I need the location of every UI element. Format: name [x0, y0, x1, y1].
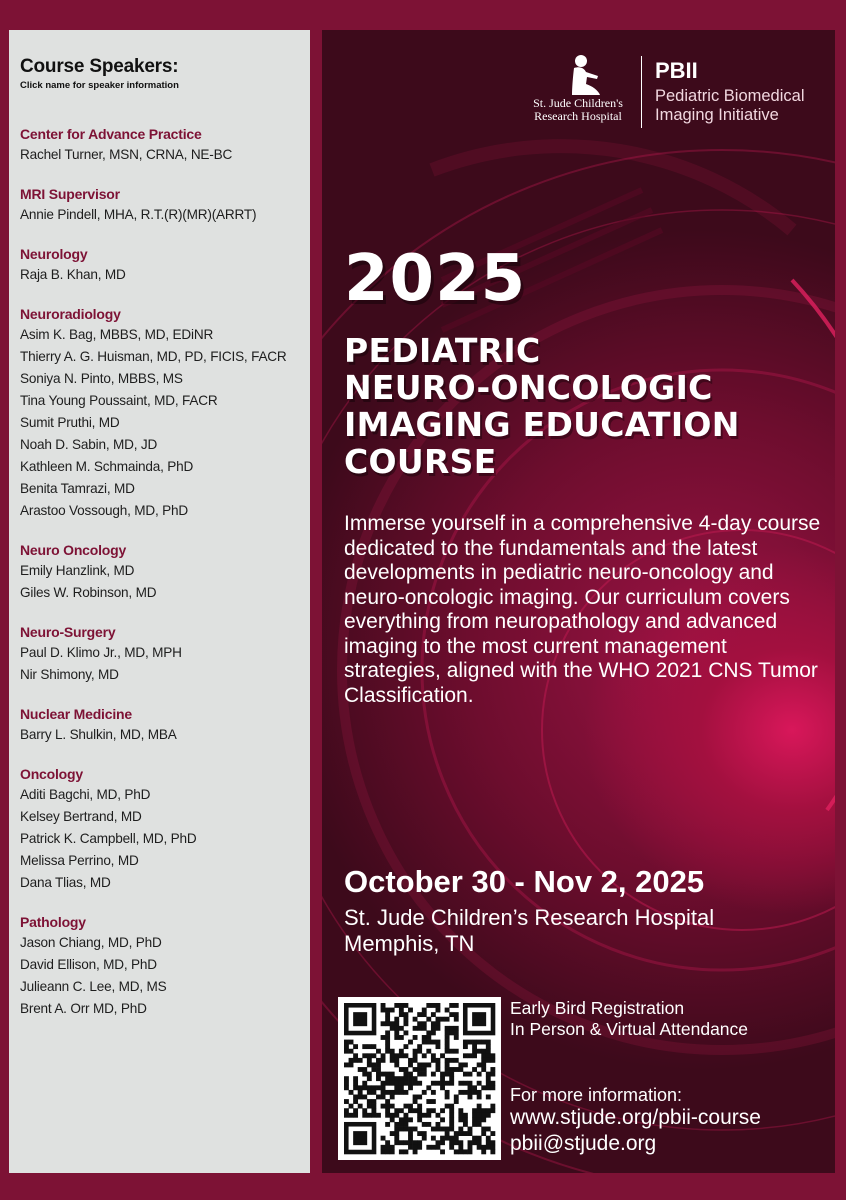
- course-url-link[interactable]: www.stjude.org/pbii-course: [510, 1106, 761, 1129]
- speaker-link[interactable]: Nir Shimony, MD: [20, 667, 119, 682]
- venue-name: St. Jude Children’s Research Hospital: [344, 905, 715, 930]
- speakers-heading: Course Speakers:: [20, 56, 179, 77]
- department-block: [20, 541, 300, 604]
- contact-email-link[interactable]: pbii@stjude.org: [510, 1132, 657, 1155]
- logo-block: [526, 54, 826, 134]
- department-title: Neuro-Surgery: [20, 624, 116, 640]
- department-title: Nuclear Medicine: [20, 706, 132, 722]
- speaker-link[interactable]: Tina Young Poussaint, MD, FACR: [20, 393, 218, 408]
- speaker-link[interactable]: Barry L. Shulkin, MD, MBA: [20, 727, 177, 742]
- hospital-name: [528, 97, 628, 123]
- speaker-link[interactable]: Jason Chiang, MD, PhD: [20, 935, 162, 950]
- speaker-link[interactable]: Soniya N. Pinto, MBBS, MS: [20, 371, 183, 386]
- speaker-link[interactable]: David Ellison, MD, PhD: [20, 957, 157, 972]
- speaker-link[interactable]: Rachel Turner, MSN, CRNA, NE-BC: [20, 147, 233, 162]
- course-panel: [322, 30, 835, 1173]
- program-name-line2: Imaging Initiative: [655, 106, 779, 124]
- speaker-link[interactable]: Melissa Perrino, MD: [20, 853, 139, 868]
- department-block: [20, 623, 300, 686]
- speaker-link[interactable]: Raja B. Khan, MD: [20, 267, 126, 282]
- course-title-line: IMAGING EDUCATION: [344, 405, 740, 444]
- department-title: Center for Advance Practice: [20, 126, 202, 142]
- registration-info: [510, 998, 748, 1040]
- child-silhouette-icon: [570, 54, 604, 96]
- speaker-link[interactable]: Annie Pindell, MHA, R.T.(R)(MR)(ARRT): [20, 207, 257, 222]
- more-info-label: For more information:: [510, 1085, 683, 1105]
- speaker-link[interactable]: Brent A. Orr MD, PhD: [20, 1001, 147, 1016]
- event-dates: October 30 - Nov 2, 2025: [344, 864, 705, 899]
- speaker-link[interactable]: Kathleen M. Schmainda, PhD: [20, 459, 194, 474]
- department-title: Neurology: [20, 246, 88, 262]
- department-block: [20, 705, 300, 746]
- course-year: 2025: [344, 242, 527, 316]
- registration-line2: In Person & Virtual Attendance: [510, 1019, 749, 1039]
- department-title: MRI Supervisor: [20, 186, 120, 202]
- department-block: [20, 125, 300, 166]
- speaker-link[interactable]: Asim K. Bag, MBBS, MD, EDiNR: [20, 327, 214, 342]
- department-list: [20, 125, 300, 1020]
- event-venue: [344, 905, 714, 957]
- venue-city: Memphis, TN: [344, 931, 475, 956]
- speakers-sidebar: [9, 30, 310, 1173]
- program-name-line1: Pediatric Biomedical: [655, 87, 805, 105]
- department-title: Neuroradiology: [20, 306, 121, 322]
- hospital-name-line1: St. Jude Children's: [533, 96, 623, 110]
- speaker-link[interactable]: Thierry A. G. Huisman, MD, PD, FICIS, FACR: [20, 349, 287, 364]
- department-title: Neuro Oncology: [20, 542, 127, 558]
- course-title: [344, 332, 834, 480]
- speaker-link[interactable]: Sumit Pruthi, MD: [20, 415, 120, 430]
- speaker-link[interactable]: Noah D. Sabin, MD, JD: [20, 437, 158, 452]
- speaker-link[interactable]: Paul D. Klimo Jr., MD, MPH: [20, 645, 182, 660]
- program-name: [655, 87, 804, 125]
- speaker-link[interactable]: Aditi Bagchi, MD, PhD: [20, 787, 151, 802]
- speakers-hint: Click name for speaker information: [20, 80, 179, 91]
- speaker-link[interactable]: Patrick K. Campbell, MD, PhD: [20, 831, 197, 846]
- course-title-line: COURSE: [344, 442, 497, 481]
- department-block: [20, 185, 300, 226]
- department-block: [20, 305, 300, 522]
- speaker-link[interactable]: Dana Tlias, MD: [20, 875, 111, 890]
- program-abbreviation: PBII: [655, 58, 698, 83]
- course-title-line: NEURO-ONCOLOGIC: [344, 368, 713, 407]
- department-title: Oncology: [20, 766, 83, 782]
- speaker-link[interactable]: Giles W. Robinson, MD: [20, 585, 157, 600]
- speaker-link[interactable]: Emily Hanzlink, MD: [20, 563, 135, 578]
- logo-divider: [641, 56, 642, 128]
- department-block: [20, 245, 300, 286]
- hospital-name-line2: Research Hospital: [534, 109, 622, 123]
- speaker-link[interactable]: Julieann C. Lee, MD, MS: [20, 979, 167, 994]
- course-title-line: PEDIATRIC: [344, 331, 541, 370]
- registration-line1: Early Bird Registration: [510, 998, 685, 1018]
- qr-code-icon: [338, 997, 501, 1160]
- speaker-link[interactable]: Benita Tamrazi, MD: [20, 481, 135, 496]
- registration-qr-code[interactable]: [338, 997, 501, 1160]
- speaker-link[interactable]: Arastoo Vossough, MD, PhD: [20, 503, 189, 518]
- course-description: Immerse yourself in a comprehensive 4-day course dedicated to the fundamentals and the latest developments in pediatric neuro-oncology and neuro-oncologic imaging. Our curriculum covers everything from neuropathology and advanced imaging to the most current management strategies, aligned with the WHO 2021 CNS Tumor Classification.: [344, 512, 821, 707]
- department-title: Pathology: [20, 914, 86, 930]
- department-block: [20, 765, 300, 894]
- department-block: [20, 913, 300, 1020]
- speaker-link[interactable]: Kelsey Bertrand, MD: [20, 809, 142, 824]
